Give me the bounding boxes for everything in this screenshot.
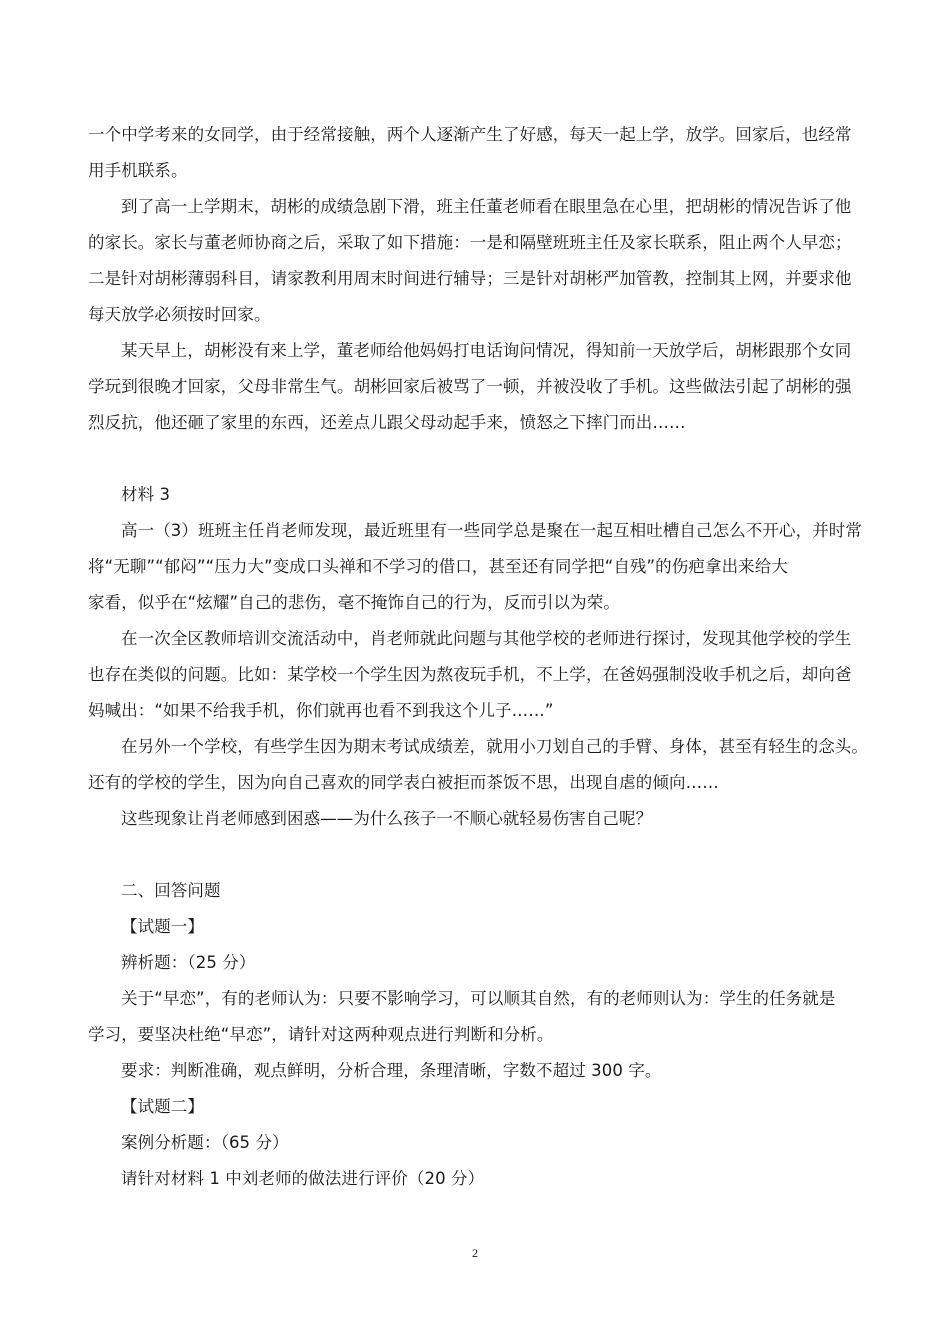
question-sub-item: 请针对材料 1 中刘老师的做法进行评价（20 分） (121, 1169, 485, 1188)
paragraph-line: 学玩到很晚才回家，父母非常生气。胡彬回家后被骂了一顿，并被没收了手机。这些做法引起了胡彬的强 (88, 377, 852, 396)
question-label: 【试题一】 (121, 917, 204, 936)
paragraph-line: 这些现象让肖老师感到困惑——为什么孩子一不顺心就轻易伤害自己呢？ (121, 809, 653, 828)
section-heading: 二、回答问题 (121, 881, 221, 900)
question-type: 案例分析题：（65 分） (121, 1133, 289, 1152)
question-requirement: 要求：判断准确，观点鲜明，分析合理，条理清晰，字数不超过 300 字。 (121, 1061, 662, 1080)
paragraph-line: 的家长。家长与董老师协商之后，采取了如下措施：一是和隔壁班班主任及家长联系，阻止两个人早恋； (88, 233, 852, 252)
question-type: 辨析题：（25 分） (121, 953, 256, 972)
paragraph-line: 用手机联系。 (88, 161, 188, 180)
paragraph-line: 高一（3）班班主任肖老师发现，最近班里有一些同学总是聚在一起互相吐槽自己怎么不开心，并时常 (121, 521, 862, 540)
page-number: 2 (472, 1246, 478, 1260)
document-body (88, 117, 868, 1197)
question-label: 【试题二】 (121, 1097, 204, 1116)
paragraph-line: 妈喊出：“如果不给我手机，你们就再也看不到我这个儿子……” (88, 701, 554, 720)
paragraph-line: 某天早上，胡彬没有来上学，董老师给他妈妈打电话询问情况，得知前一天放学后，胡彬跟那个女同 (121, 341, 852, 360)
paragraph-line: 家看，似乎在“炫耀”自己的悲伤，毫不掩饰自己的行为，反而引以为荣。 (88, 593, 620, 612)
paragraph-line: 一个中学考来的女同学，由于经常接触，两个人逐渐产生了好感，每天一起上学，放学。回家后，也经常 (88, 125, 852, 144)
paragraph-line: 每天放学必须按时回家。 (88, 305, 271, 324)
paragraph-line: 到了高一上学期末，胡彬的成绩急剧下滑，班主任董老师看在眼里急在心里，把胡彬的情况告诉了他 (121, 197, 852, 216)
paragraph-line: 也存在类似的问题。比如：某学校一个学生因为熬夜玩手机，不上学，在爸妈强制没收手机之后，却向爸 (88, 665, 852, 684)
blank-line (88, 441, 868, 477)
paragraph-line: 二是针对胡彬薄弱科目，请家教利用周末时间进行辅导；三是针对胡彬严加管教，控制其上网，并要求他 (88, 269, 852, 288)
material-label: 材料 3 (121, 485, 171, 504)
blank-line (88, 837, 868, 873)
question-body-line: 关于“早恋”，有的老师认为：只要不影响学习，可以顺其自然，有的老师则认为：学生的任务就是 (121, 989, 836, 1008)
paragraph-line: 烈反抗，他还砸了家里的东西，还差点儿跟父母动起手来，愤怒之下摔门而出…… (88, 413, 686, 432)
paragraph-line: 在另外一个学校，有些学生因为期末考试成绩差，就用小刀划自己的手臂、身体，甚至有轻生的念头。 (121, 737, 868, 756)
question-body-line: 学习，要坚决杜绝“早恋”，请针对这两种观点进行判断和分析。 (88, 1025, 554, 1044)
paragraph-line: 在一次全区教师培训交流活动中，肖老师就此问题与其他学校的老师进行探讨，发现其他学校的学生 (121, 629, 852, 648)
paragraph-line: 将“无聊”“郁闷”“压力大”变成口头禅和不学习的借口，甚至还有同学把“自残”的伤疤拿出来给大 (88, 557, 788, 576)
paragraph-line: 还有的学校的学生，因为向自己喜欢的同学表白被拒而茶饭不思，出现自虐的倾向…… (88, 773, 719, 792)
